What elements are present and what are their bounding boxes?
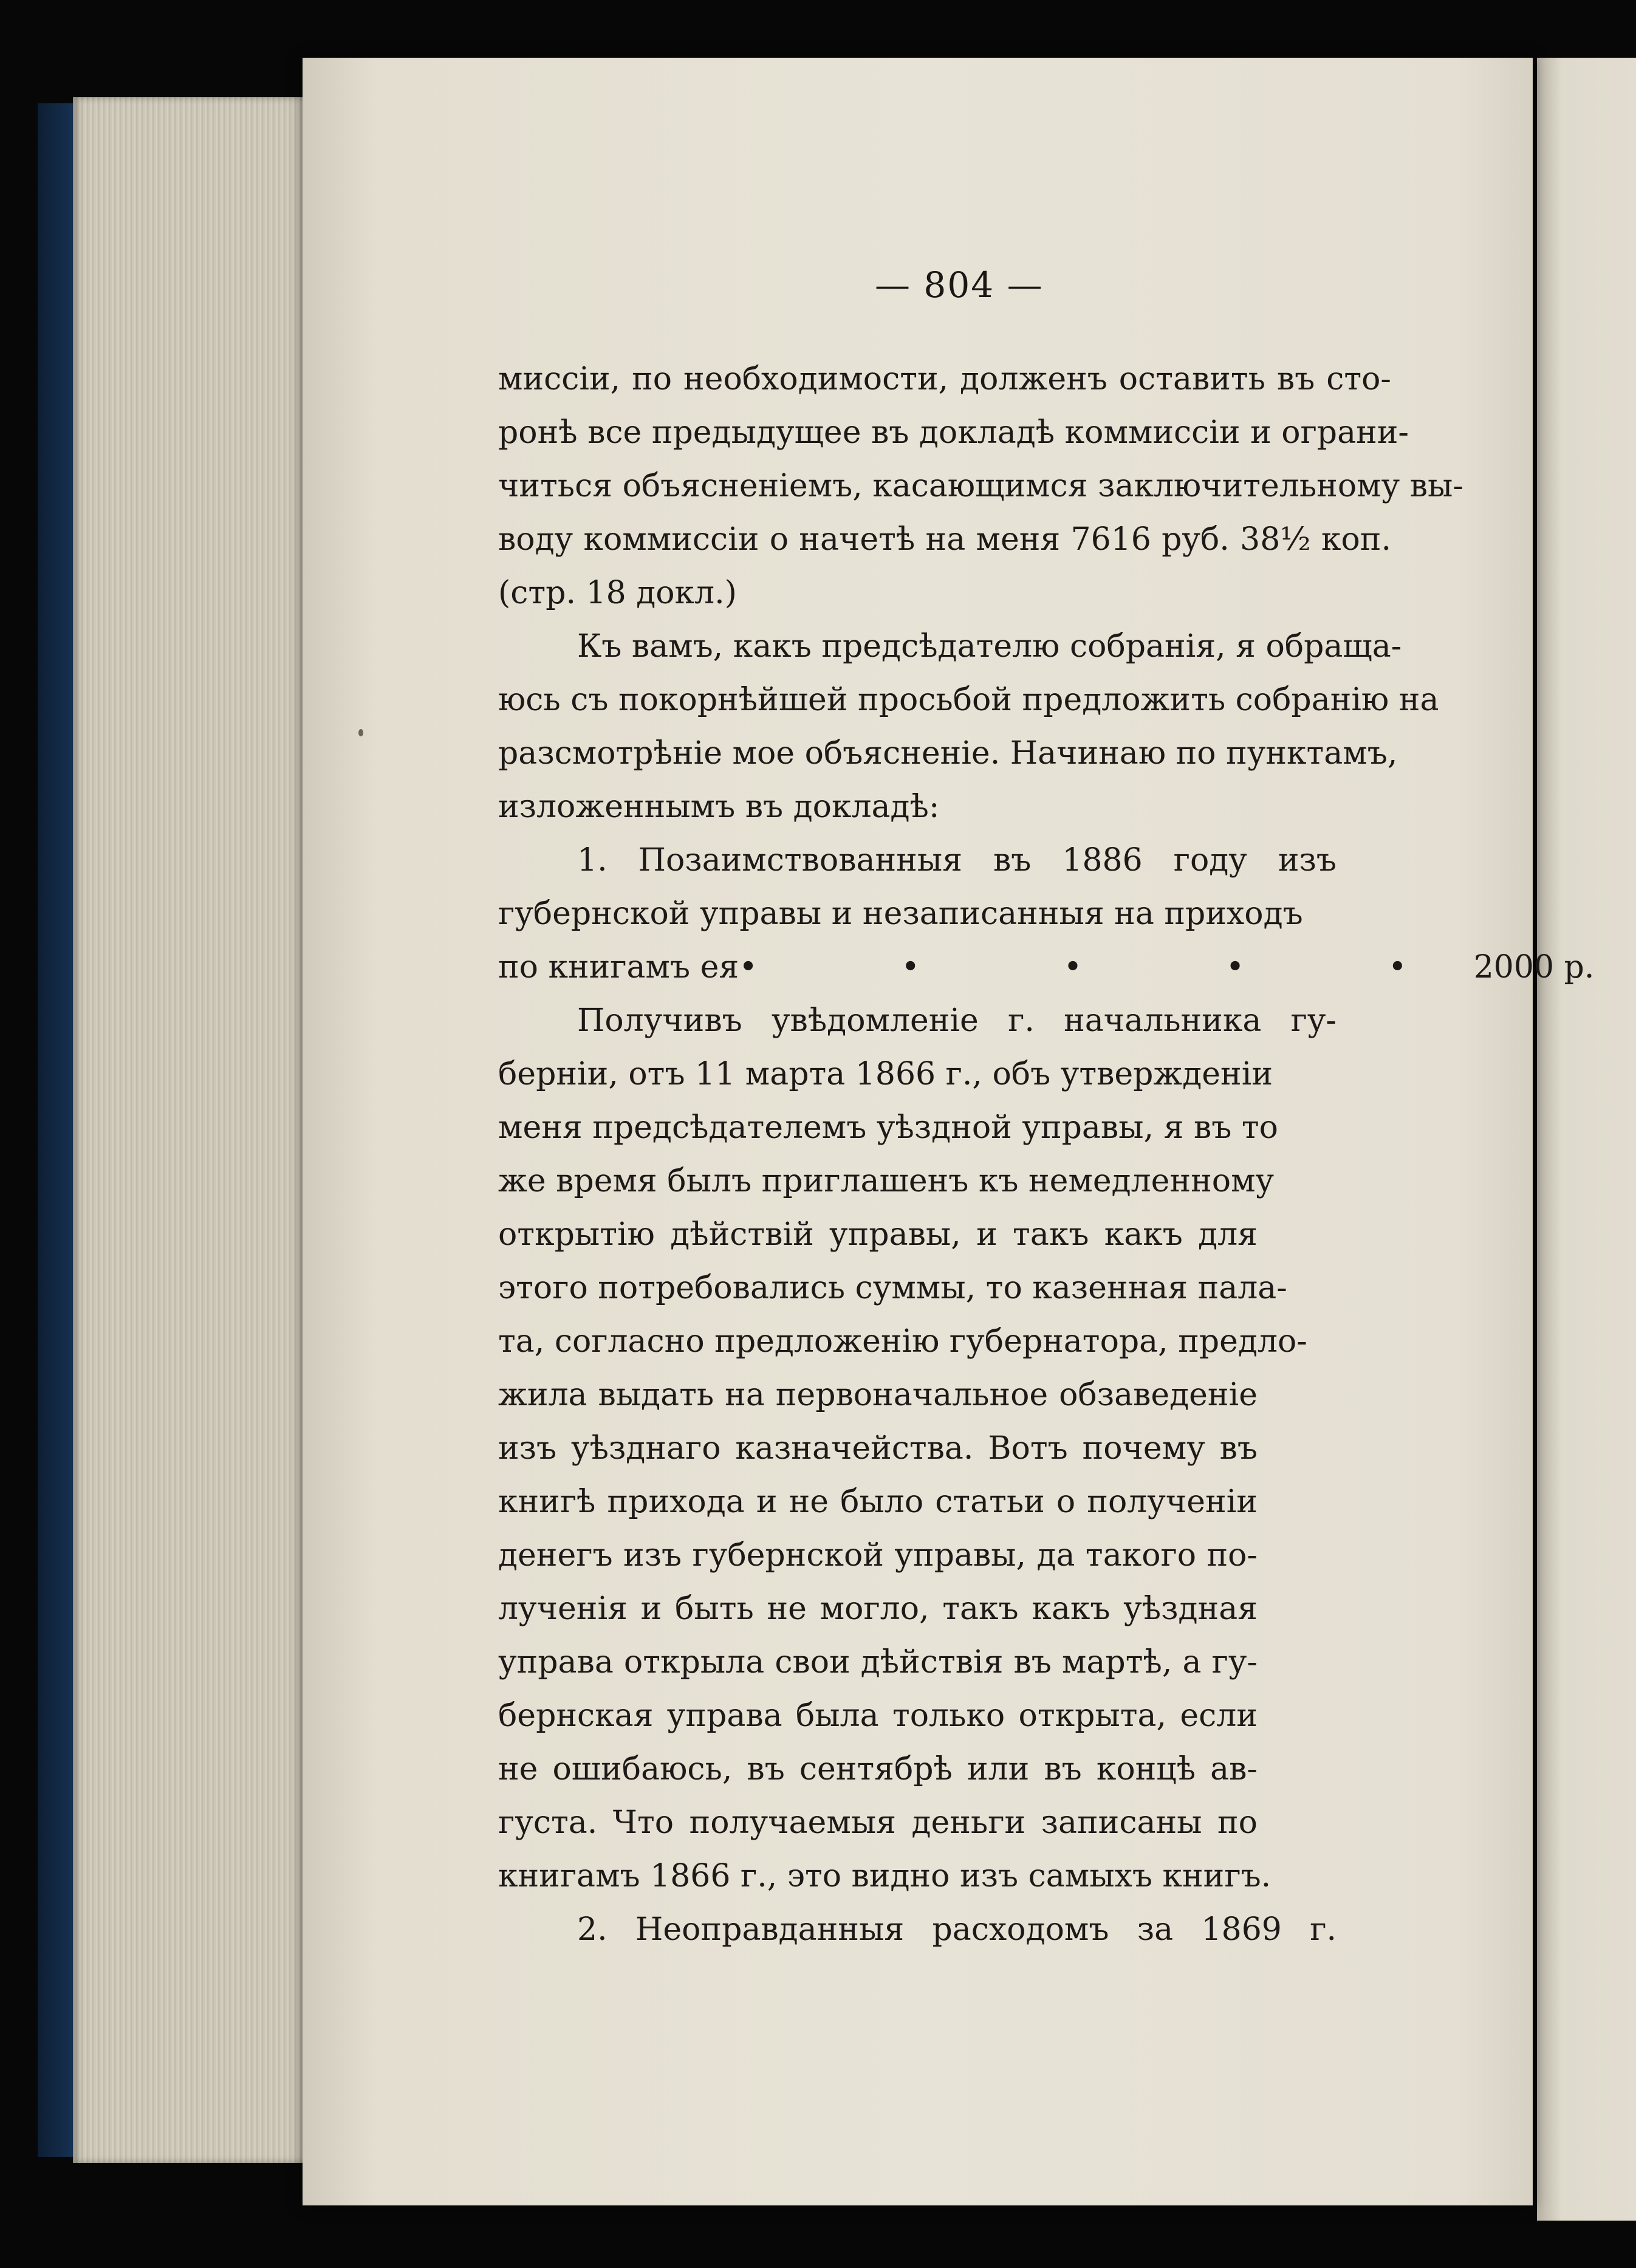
- text-line: ронѣ все предыдущее въ докладѣ коммиссіи и ограни-: [498, 414, 1409, 451]
- page-body: [498, 352, 1595, 1956]
- text-line: же время былъ приглашенъ къ немедленному: [498, 1163, 1275, 1199]
- text-line: Получивъ увѣдомленіе г. начальника гу-: [577, 1002, 1337, 1039]
- text-line: книгѣ прихода и не было статьи о полученіи: [498, 1484, 1258, 1520]
- text-line: изложеннымъ въ докладѣ:: [498, 789, 940, 825]
- text-line: управа открыла свои дѣйствія въ мартѣ, а гу-: [498, 1644, 1258, 1680]
- text-line: губернской управы и незаписанныя на приходъ: [498, 896, 1303, 932]
- text-line: юсь съ покорнѣйшей просьбой предложить собранію на: [498, 682, 1439, 718]
- text-line: разсмотрѣніе мое объясненіе. Начинаю по пунктамъ,: [498, 735, 1398, 772]
- leader-dots: • • • • •: [739, 949, 1474, 985]
- facing-page-edge: [1537, 58, 1636, 2221]
- page-stack-edges: [73, 97, 304, 2163]
- text-line: та, согласно предложенію губернатора, предло-: [498, 1323, 1307, 1360]
- text-line: не ошибаюсь, въ сентябрѣ или въ концѣ ав-: [498, 1751, 1258, 1787]
- text-line: меня предсѣдателемъ уѣздной управы, я въ то: [498, 1109, 1278, 1146]
- paper-speck: [358, 729, 363, 736]
- text-line: этого потребовались суммы, то казенная пала-: [498, 1270, 1287, 1306]
- text-line: берніи, отъ 11 марта 1866 г., объ утвержденіи: [498, 1056, 1273, 1092]
- text-line: открытію дѣйствій управы, и такъ какъ для: [498, 1216, 1258, 1253]
- text-line: Къ вамъ, какъ предсѣдателю собранія, я обраща-: [577, 628, 1402, 665]
- amount-row: [498, 940, 1595, 994]
- text-line: миссіи, по необходимости, долженъ оставить въ сто-: [498, 361, 1391, 397]
- text-line: 2. Неоправданныя расходомъ за 1869 г.: [577, 1911, 1337, 1948]
- page-number: — 804 —: [875, 264, 1044, 306]
- text-line: (стр. 18 докл.): [498, 575, 737, 611]
- text-line: жила выдать на первоначальное обзаведеніе: [498, 1377, 1258, 1413]
- text-line: денегъ изъ губернской управы, да такого по-: [498, 1537, 1258, 1574]
- text-line: читься объясненіемъ, касающимся заключительному вы-: [498, 468, 1463, 504]
- text-line: воду коммиссіи о начетѣ на меня 7616 руб. 38½ коп.: [498, 521, 1391, 558]
- amount-value: 2000 р.: [1473, 949, 1595, 985]
- text-line: изъ уѣзднаго казначейства. Вотъ почему въ: [498, 1430, 1258, 1467]
- text-line: бернская управа была только открыта, если: [498, 1698, 1258, 1734]
- text-line: густа. Что получаемыя деньги записаны по: [498, 1804, 1258, 1841]
- amount-row-label: по книгамъ ея: [498, 949, 739, 985]
- text-line: книгамъ 1866 г., это видно изъ самыхъ книгъ.: [498, 1858, 1271, 1894]
- text-line: 1. Позаимствованныя въ 1886 году изъ: [577, 842, 1337, 879]
- text-line: лученія и быть не могло, такъ какъ уѣздная: [498, 1591, 1258, 1627]
